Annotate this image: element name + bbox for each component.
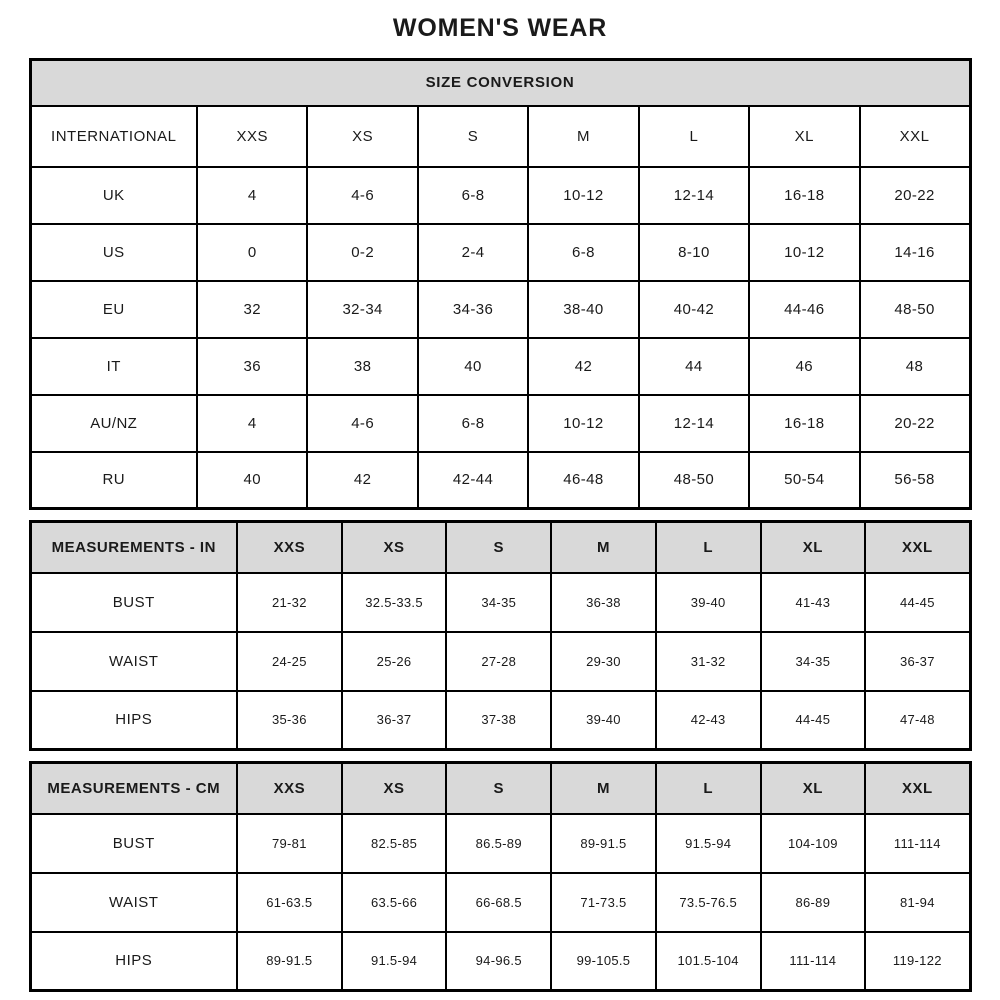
- value-cell: 111-114: [865, 814, 970, 873]
- value-cell: 10-12: [749, 224, 859, 281]
- size-column-header: S: [446, 763, 551, 814]
- value-cell: 38-40: [528, 281, 638, 338]
- size-column-header: XS: [342, 763, 447, 814]
- value-cell: 42-44: [418, 452, 528, 509]
- value-cell: 41-43: [761, 573, 866, 632]
- row-label: US: [30, 224, 197, 281]
- row-label: AU/NZ: [30, 395, 197, 452]
- value-cell: 61-63.5: [237, 873, 342, 932]
- value-cell: 16-18: [749, 395, 859, 452]
- value-cell: 42: [307, 452, 417, 509]
- value-cell: 10-12: [528, 167, 638, 224]
- value-cell: 40: [418, 338, 528, 395]
- size-column-header: L: [639, 106, 749, 167]
- table-row: [30, 573, 970, 632]
- value-cell: 0-2: [307, 224, 417, 281]
- value-cell: 35-36: [237, 691, 342, 750]
- value-cell: 6-8: [528, 224, 638, 281]
- table-row: [30, 452, 970, 509]
- row-label: RU: [30, 452, 197, 509]
- table-row: [30, 281, 970, 338]
- size-column-header: M: [551, 522, 656, 573]
- value-cell: 86-89: [761, 873, 866, 932]
- size-column-header: L: [656, 763, 761, 814]
- value-cell: 10-12: [528, 395, 638, 452]
- value-cell: 91.5-94: [342, 932, 447, 991]
- column-header-row: [30, 106, 970, 167]
- value-cell: 44-45: [761, 691, 866, 750]
- value-cell: 56-58: [860, 452, 970, 509]
- size-column-header: XXS: [237, 522, 342, 573]
- value-cell: 4-6: [307, 395, 417, 452]
- value-cell: 73.5-76.5: [656, 873, 761, 932]
- size-column-header: XXL: [865, 522, 970, 573]
- value-cell: 63.5-66: [342, 873, 447, 932]
- table-row: [30, 632, 970, 691]
- size-column-header: XL: [761, 522, 866, 573]
- size-column-header: XXS: [237, 763, 342, 814]
- size-column-header: XXS: [197, 106, 307, 167]
- value-cell: 16-18: [749, 167, 859, 224]
- row-label: IT: [30, 338, 197, 395]
- value-cell: 44-45: [865, 573, 970, 632]
- value-cell: 4: [197, 167, 307, 224]
- table-row: [30, 395, 970, 452]
- table-row: [30, 814, 970, 873]
- value-cell: 24-25: [237, 632, 342, 691]
- value-cell: 66-68.5: [446, 873, 551, 932]
- value-cell: 48: [860, 338, 970, 395]
- value-cell: 34-35: [446, 573, 551, 632]
- value-cell: 46: [749, 338, 859, 395]
- value-cell: 81-94: [865, 873, 970, 932]
- size-column-header: XL: [749, 106, 859, 167]
- value-cell: 20-22: [860, 167, 970, 224]
- value-cell: 91.5-94: [656, 814, 761, 873]
- value-cell: 25-26: [342, 632, 447, 691]
- value-cell: 46-48: [528, 452, 638, 509]
- table-row: [30, 224, 970, 281]
- size-column-header: M: [528, 106, 638, 167]
- row-label: EU: [30, 281, 197, 338]
- value-cell: 119-122: [865, 932, 970, 991]
- value-cell: 31-32: [656, 632, 761, 691]
- size-column-header: XS: [307, 106, 417, 167]
- row-label: HIPS: [30, 932, 237, 991]
- value-cell: 2-4: [418, 224, 528, 281]
- value-cell: 27-28: [446, 632, 551, 691]
- page-title: WOMEN'S WEAR: [392, 14, 608, 42]
- size-column-header: XXL: [860, 106, 970, 167]
- value-cell: 48-50: [639, 452, 749, 509]
- value-cell: 36-37: [865, 632, 970, 691]
- value-cell: 94-96.5: [446, 932, 551, 991]
- value-cell: 48-50: [860, 281, 970, 338]
- value-cell: 20-22: [860, 395, 970, 452]
- size-column-header: XL: [761, 763, 866, 814]
- value-cell: 42: [528, 338, 638, 395]
- column-header-row: [30, 763, 970, 814]
- row-label: UK: [30, 167, 197, 224]
- measurements-cm-table: [29, 761, 972, 992]
- value-cell: 89-91.5: [237, 932, 342, 991]
- size-column-header: S: [446, 522, 551, 573]
- value-cell: 104-109: [761, 814, 866, 873]
- row-label-header: MEASUREMENTS - IN: [30, 522, 237, 573]
- size-column-header: XXL: [865, 763, 970, 814]
- value-cell: 36-38: [551, 573, 656, 632]
- size-conversion-table: [29, 58, 972, 510]
- value-cell: 101.5-104: [656, 932, 761, 991]
- table-row: [30, 338, 970, 395]
- value-cell: 21-32: [237, 573, 342, 632]
- value-cell: 36-37: [342, 691, 447, 750]
- value-cell: 32.5-33.5: [342, 573, 447, 632]
- value-cell: 4-6: [307, 167, 417, 224]
- value-cell: 6-8: [418, 167, 528, 224]
- value-cell: 12-14: [639, 167, 749, 224]
- table-row: [30, 873, 970, 932]
- table-banner: SIZE CONVERSION: [30, 60, 970, 106]
- value-cell: 14-16: [860, 224, 970, 281]
- size-column-header: S: [418, 106, 528, 167]
- value-cell: 86.5-89: [446, 814, 551, 873]
- value-cell: 42-43: [656, 691, 761, 750]
- value-cell: 34-35: [761, 632, 866, 691]
- table-banner-row: [30, 60, 970, 106]
- value-cell: 50-54: [749, 452, 859, 509]
- value-cell: 44-46: [749, 281, 859, 338]
- value-cell: 71-73.5: [551, 873, 656, 932]
- value-cell: 82.5-85: [342, 814, 447, 873]
- value-cell: 8-10: [639, 224, 749, 281]
- value-cell: 36: [197, 338, 307, 395]
- value-cell: 47-48: [865, 691, 970, 750]
- value-cell: 12-14: [639, 395, 749, 452]
- value-cell: 89-91.5: [551, 814, 656, 873]
- size-column-header: XS: [342, 522, 447, 573]
- table-row: [30, 167, 970, 224]
- row-label: WAIST: [30, 632, 237, 691]
- row-label-header: INTERNATIONAL: [30, 106, 197, 167]
- size-column-header: L: [656, 522, 761, 573]
- measurements-in-table: [29, 520, 972, 751]
- value-cell: 79-81: [237, 814, 342, 873]
- value-cell: 99-105.5: [551, 932, 656, 991]
- value-cell: 4: [197, 395, 307, 452]
- row-label: HIPS: [30, 691, 237, 750]
- table-row: [30, 932, 970, 991]
- column-header-row: [30, 522, 970, 573]
- value-cell: 111-114: [761, 932, 866, 991]
- value-cell: 32-34: [307, 281, 417, 338]
- row-label: WAIST: [30, 873, 237, 932]
- size-column-header: M: [551, 763, 656, 814]
- value-cell: 0: [197, 224, 307, 281]
- value-cell: 38: [307, 338, 417, 395]
- row-label: BUST: [30, 573, 237, 632]
- value-cell: 29-30: [551, 632, 656, 691]
- value-cell: 6-8: [418, 395, 528, 452]
- value-cell: 37-38: [446, 691, 551, 750]
- value-cell: 44: [639, 338, 749, 395]
- value-cell: 40: [197, 452, 307, 509]
- value-cell: 39-40: [656, 573, 761, 632]
- value-cell: 34-36: [418, 281, 528, 338]
- row-label: BUST: [30, 814, 237, 873]
- value-cell: 40-42: [639, 281, 749, 338]
- table-row: [30, 691, 970, 750]
- value-cell: 32: [197, 281, 307, 338]
- row-label-header: MEASUREMENTS - CM: [30, 763, 237, 814]
- value-cell: 39-40: [551, 691, 656, 750]
